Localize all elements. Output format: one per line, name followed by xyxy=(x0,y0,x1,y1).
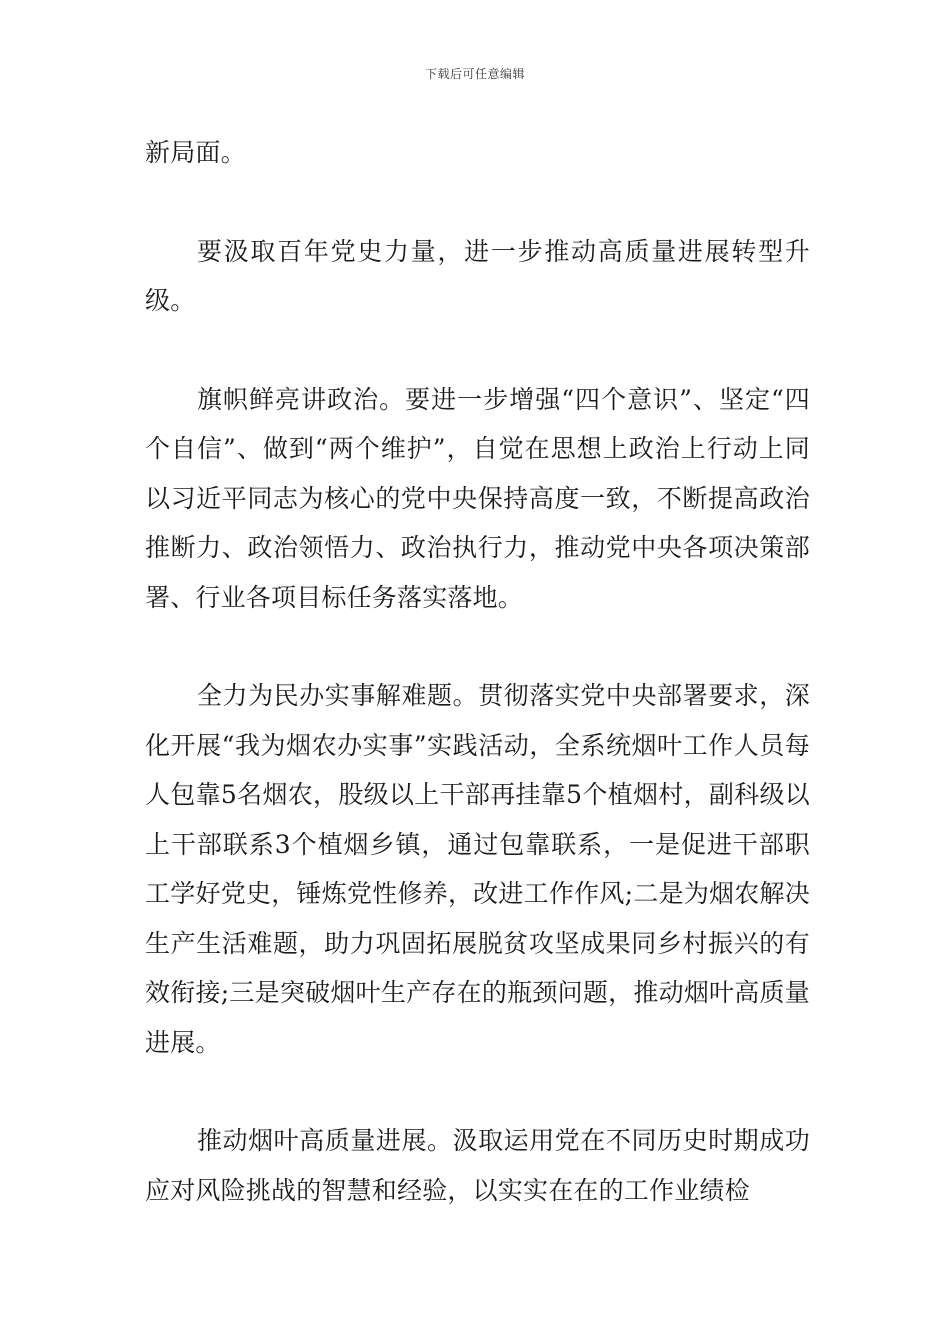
page-header-note: 下载后可任意编辑 xyxy=(424,67,525,81)
document-body xyxy=(145,128,810,1215)
paragraph-spacer xyxy=(145,326,810,375)
paragraph-politics: 旗帜鲜亮讲政治。要进一步增强“四个意识”、坚定“四个自信”、做到“两个维护”，自觉在思想上政治上行动上同以习近平同志为核心的党中央保持高度一致，不断提高政治推断力、政治领悟力、政治执行力，推动党中央各项决策部署、行业各项目标任务落实落地。 xyxy=(145,384,810,612)
paragraph-serve-people: 全力为民办实事解难题。贯彻落实党中央部署要求，深化开展“我为烟农办实事”实践活动，全系统烟叶工作人员每人包靠5名烟农，股级以上干部再挂靠5个植烟村，副科级以上干部联系3个植烟乡镇，通过包靠联系，一是促进干部职工学好党史，锤炼党性修养，改进工作作风;二是为烟农解决生产生活难题，助力巩固拓展脱贫攻坚成果同乡村振兴的有效衔接;三是突破烟叶生产存在的瓶颈问题，推动烟叶高质量进展。 xyxy=(145,681,810,1057)
paragraph-continuation: 新局面。 xyxy=(145,138,246,167)
paragraph-spacer xyxy=(145,622,810,671)
paragraph-party-history: 要汲取百年党史力量，进一步推动高质量进展转型升级。 xyxy=(145,236,810,315)
paragraph-spacer xyxy=(145,178,810,227)
paragraph-spacer xyxy=(145,1067,810,1116)
paragraph-tobacco-development: 推动烟叶高质量进展。汲取运用党在不同历史时期成功应对风险挑战的智慧和经验，以实实在在的工作业绩检 xyxy=(145,1126,810,1205)
